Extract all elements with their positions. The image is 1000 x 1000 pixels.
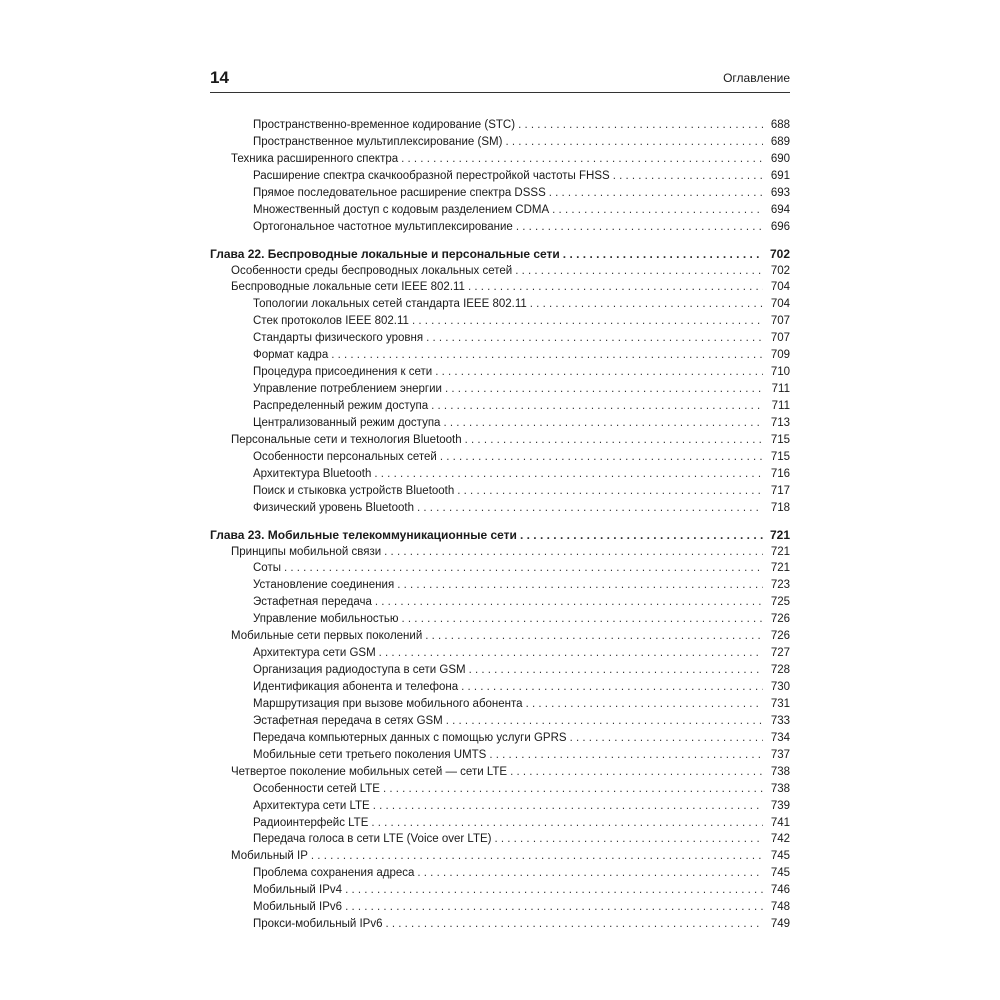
dot-leader — [397, 577, 763, 594]
toc-entry-page: 721 — [770, 562, 790, 575]
dot-leader — [570, 730, 763, 747]
toc-entry-page: 716 — [770, 467, 790, 480]
toc-entry-page: 702 — [769, 246, 790, 261]
toc-entry-title: Передача голоса в сети LTE (Voice over LTE) — [253, 833, 492, 846]
toc-entry-page: 737 — [770, 748, 790, 761]
toc-entry — [210, 899, 790, 916]
toc-entry — [210, 730, 790, 747]
toc-entry-title: Беспроводные локальные сети IEEE 802.11 — [231, 281, 465, 294]
toc-entry-title: Формат кадра — [253, 349, 329, 362]
toc-entry-title: Стек протоколов IEEE 802.11 — [253, 315, 409, 328]
dot-leader — [311, 848, 763, 865]
toc-entry — [210, 151, 790, 168]
toc-entry — [210, 679, 790, 696]
toc-entry — [210, 347, 790, 364]
dot-leader — [468, 279, 763, 296]
toc-entry-title: Архитектура сети GSM — [253, 647, 376, 660]
toc-entry — [210, 263, 790, 280]
toc-entry-title: Стандарты физического уровня — [253, 332, 424, 345]
toc-entry — [210, 865, 790, 882]
toc-entry-page: 688 — [770, 119, 790, 131]
dot-leader — [461, 679, 763, 696]
toc-entry-page: 715 — [770, 450, 790, 463]
toc-entry-page: 745 — [770, 850, 790, 863]
toc-entry — [210, 577, 790, 594]
dot-leader — [284, 560, 763, 577]
toc-entry-page: 721 — [769, 527, 790, 542]
toc-entry-page: 707 — [770, 315, 790, 328]
toc-entry — [210, 645, 790, 662]
toc-entry-page: 718 — [770, 501, 790, 514]
toc-entry-title: Глава 22. Беспроводные локальные и персональные сети — [210, 246, 560, 261]
dot-leader — [417, 500, 763, 517]
toc-entry-title: Проблема сохранения адреса — [253, 867, 415, 880]
toc-entry-page: 689 — [770, 135, 790, 148]
toc-entry-title: Распределенный режим доступа — [253, 400, 429, 412]
toc-entry-page: 717 — [770, 484, 790, 497]
toc-entry — [210, 696, 790, 713]
toc-entry — [210, 500, 790, 517]
dot-leader — [446, 713, 763, 730]
running-title: Оглавление — [723, 71, 790, 85]
toc-entry-page: 710 — [770, 366, 790, 379]
toc-entry-title: Мобильный IPv4 — [253, 884, 343, 897]
toc-entry-title: Особенности персональных сетей — [253, 450, 437, 463]
toc-entry-title: Техника расширенного спектра — [231, 152, 399, 165]
dot-leader — [435, 364, 763, 381]
toc-entry — [210, 544, 790, 561]
toc-chapter — [210, 246, 790, 263]
dot-leader — [373, 798, 763, 815]
toc-entry — [210, 798, 790, 815]
toc-entry — [210, 747, 790, 764]
dot-leader — [520, 527, 763, 544]
dot-leader — [375, 594, 763, 611]
toc-entry-page: 748 — [770, 901, 790, 914]
toc-entry-page: 745 — [770, 867, 790, 880]
toc-entry-title: Управление потреблением энергии — [253, 383, 442, 396]
toc-entry-title: Особенности среды беспроводных локальных сетей — [231, 264, 513, 277]
dot-leader — [371, 815, 763, 832]
dot-leader — [440, 449, 763, 466]
toc-entry — [210, 202, 790, 219]
dot-leader — [384, 544, 763, 561]
toc-entry-title: Установление соединения — [253, 579, 395, 592]
toc-entry-title: Пространственно-временное кодирование (STC) — [253, 119, 516, 131]
toc-entry — [210, 313, 790, 330]
toc-entry — [210, 296, 790, 313]
toc-entry-title: Пространственное мультиплексирование (SM) — [253, 135, 503, 148]
toc-entry-page: 746 — [770, 884, 790, 897]
toc-entry — [210, 764, 790, 781]
dot-leader — [465, 432, 763, 449]
toc-entry-title: Соты — [253, 562, 281, 575]
toc-entry-title: Четвертое поколение мобильных сетей — сети LTE — [231, 765, 508, 778]
toc-entry-title: Особенности сетей LTE — [253, 782, 380, 795]
dot-leader — [374, 466, 763, 483]
toc-entry-page: 690 — [770, 152, 790, 165]
toc-entry-page: 691 — [770, 169, 790, 182]
toc-entry — [210, 882, 790, 899]
dot-leader — [552, 202, 763, 219]
dot-leader — [489, 747, 763, 764]
toc-entry — [210, 713, 790, 730]
toc-entry-title: Персональные сети и технология Bluetooth — [231, 433, 462, 446]
dot-leader — [518, 117, 763, 134]
dot-leader — [445, 381, 763, 398]
toc-entry-page: 726 — [770, 630, 790, 643]
toc-entry-page: 738 — [770, 765, 790, 778]
toc-entry-page: 725 — [770, 596, 790, 609]
toc-entry-page: 693 — [770, 186, 790, 199]
toc-entry-title: Мобильные сети третьего поколения UMTS — [253, 748, 487, 761]
toc-entry-page: 730 — [770, 681, 790, 693]
toc-entry-title: Прокси-мобильный IPv6 — [253, 918, 383, 931]
toc-entry-page: 704 — [770, 298, 790, 311]
dot-leader — [549, 185, 763, 202]
toc-entry — [210, 815, 790, 832]
toc-entry-page: 749 — [770, 918, 790, 931]
dot-leader — [530, 296, 763, 313]
toc-entry-page: 723 — [770, 579, 790, 592]
toc-entry-title: Принципы мобильной связи — [231, 545, 382, 558]
toc-entry — [210, 415, 790, 432]
toc-entry-title: Передача компьютерных данных с помощью услуги GPRS — [253, 731, 567, 744]
toc-entry-title: Архитектура Bluetooth — [253, 467, 372, 480]
toc-entry-title: Множественный доступ с кодовым разделением CDMA — [253, 203, 550, 216]
dot-leader — [526, 696, 763, 713]
toc-entry-page: 733 — [770, 714, 790, 727]
toc-entry — [210, 330, 790, 347]
dot-leader — [510, 764, 763, 781]
dot-leader — [457, 483, 763, 500]
dot-leader — [426, 330, 763, 347]
dot-leader — [385, 916, 763, 933]
toc-entry — [210, 662, 790, 679]
toc-chapter — [210, 527, 790, 544]
toc-entry-title: Мобильный IP — [231, 850, 308, 863]
dot-leader — [417, 865, 763, 882]
dot-leader — [494, 831, 763, 848]
toc-entry-title: Радиоинтерфейс LTE — [253, 816, 369, 829]
toc-entry-page: 709 — [770, 349, 790, 362]
toc-entry-title: Мобильные сети первых поколений — [231, 630, 423, 643]
dot-leader — [469, 662, 763, 679]
toc-entry — [210, 398, 790, 415]
toc-entry — [210, 560, 790, 577]
page-number: 14 — [210, 68, 229, 87]
toc-entry-title: Централизованный режим доступа — [253, 416, 441, 429]
toc-entry — [210, 364, 790, 381]
toc-entry — [210, 432, 790, 449]
toc-entry-page: 731 — [770, 697, 790, 710]
toc-entry — [210, 916, 790, 933]
dot-leader — [515, 263, 763, 280]
toc-entry — [210, 185, 790, 202]
dot-leader — [345, 899, 763, 916]
dot-leader — [431, 398, 763, 415]
toc-entry-page: 707 — [770, 332, 790, 345]
toc-entry-page: 694 — [770, 203, 790, 216]
toc-entry-title: Топологии локальных сетей стандарта IEEE 802.11 — [253, 298, 527, 311]
toc-entry — [210, 594, 790, 611]
dot-leader — [331, 347, 763, 364]
toc-entry-page: 711 — [771, 400, 790, 412]
page-header — [210, 68, 790, 94]
toc-entry — [210, 279, 790, 296]
toc-entry-title: Прямое последовательное расширение спектра DSSS — [253, 186, 546, 199]
toc-entry-title: Архитектура сети LTE — [253, 799, 370, 812]
dot-leader — [345, 882, 763, 899]
toc-entry — [210, 483, 790, 500]
toc-entry-title: Организация радиодоступа в сети GSM — [253, 664, 466, 677]
toc-entry-title: Физический уровень Bluetooth — [253, 501, 414, 514]
toc-entry-title: Управление мобильностью — [253, 613, 399, 626]
header-rule — [210, 92, 790, 93]
toc-entry-title: Расширение спектра скачкообразной перестройкой частоты FHSS — [253, 169, 610, 182]
toc-entry-page: 696 — [770, 220, 790, 233]
toc-entry — [210, 466, 790, 483]
toc-entry-title: Глава 23. Мобильные телекоммуникационные сети — [210, 527, 517, 542]
dot-leader — [379, 645, 763, 662]
toc-entry — [210, 168, 790, 185]
toc-entry-title: Маршрутизация при вызове мобильного абонента — [253, 697, 523, 710]
toc-entry-title: Процедура присоединения к сети — [253, 366, 433, 379]
toc-entry — [210, 781, 790, 798]
dot-leader — [443, 415, 763, 432]
toc-entry-title: Мобильный IPv6 — [253, 901, 343, 914]
toc-entry-page: 715 — [770, 433, 790, 446]
toc-entry-page: 727 — [770, 647, 790, 660]
dot-leader — [383, 781, 763, 798]
toc-entry — [210, 134, 790, 151]
dot-leader — [412, 313, 763, 330]
toc-entry-page: 742 — [770, 833, 790, 846]
toc-entry-title: Эстафетная передача в сетях GSM — [253, 714, 443, 727]
toc-entry-title: Поиск и стыковка устройств Bluetooth — [253, 484, 455, 497]
toc-entry-page: 702 — [770, 264, 790, 277]
toc-entry-page: 721 — [770, 545, 790, 558]
toc-entry-page: 704 — [770, 281, 790, 294]
toc-entry-page: 713 — [770, 416, 790, 429]
toc-entry-page: 726 — [770, 613, 790, 626]
toc-entry-page: 738 — [770, 782, 790, 795]
toc-entry-page: 711 — [771, 383, 790, 396]
dot-leader — [401, 151, 763, 168]
toc-entry-page: 734 — [770, 731, 790, 744]
dot-leader — [563, 246, 763, 263]
toc-entry-title: Ортогональное частотное мультиплексирование — [253, 220, 513, 233]
toc-entry — [210, 449, 790, 466]
toc-entry — [210, 628, 790, 645]
dot-leader — [613, 168, 763, 185]
toc-entry-page: 728 — [770, 664, 790, 677]
dot-leader — [505, 134, 763, 151]
dot-leader — [402, 611, 763, 628]
table-of-contents — [210, 117, 790, 933]
toc-entry — [210, 219, 790, 236]
toc-entry — [210, 117, 790, 134]
toc-entry-title: Идентификация абонента и телефона — [253, 681, 459, 693]
dot-leader — [516, 219, 763, 236]
toc-entry — [210, 831, 790, 848]
dot-leader — [425, 628, 763, 645]
toc-entry — [210, 381, 790, 398]
toc-entry-page: 739 — [770, 799, 790, 812]
toc-entry — [210, 848, 790, 865]
toc-entry-page: 741 — [770, 816, 790, 829]
toc-entry — [210, 611, 790, 628]
toc-entry-title: Эстафетная передача — [253, 596, 372, 609]
